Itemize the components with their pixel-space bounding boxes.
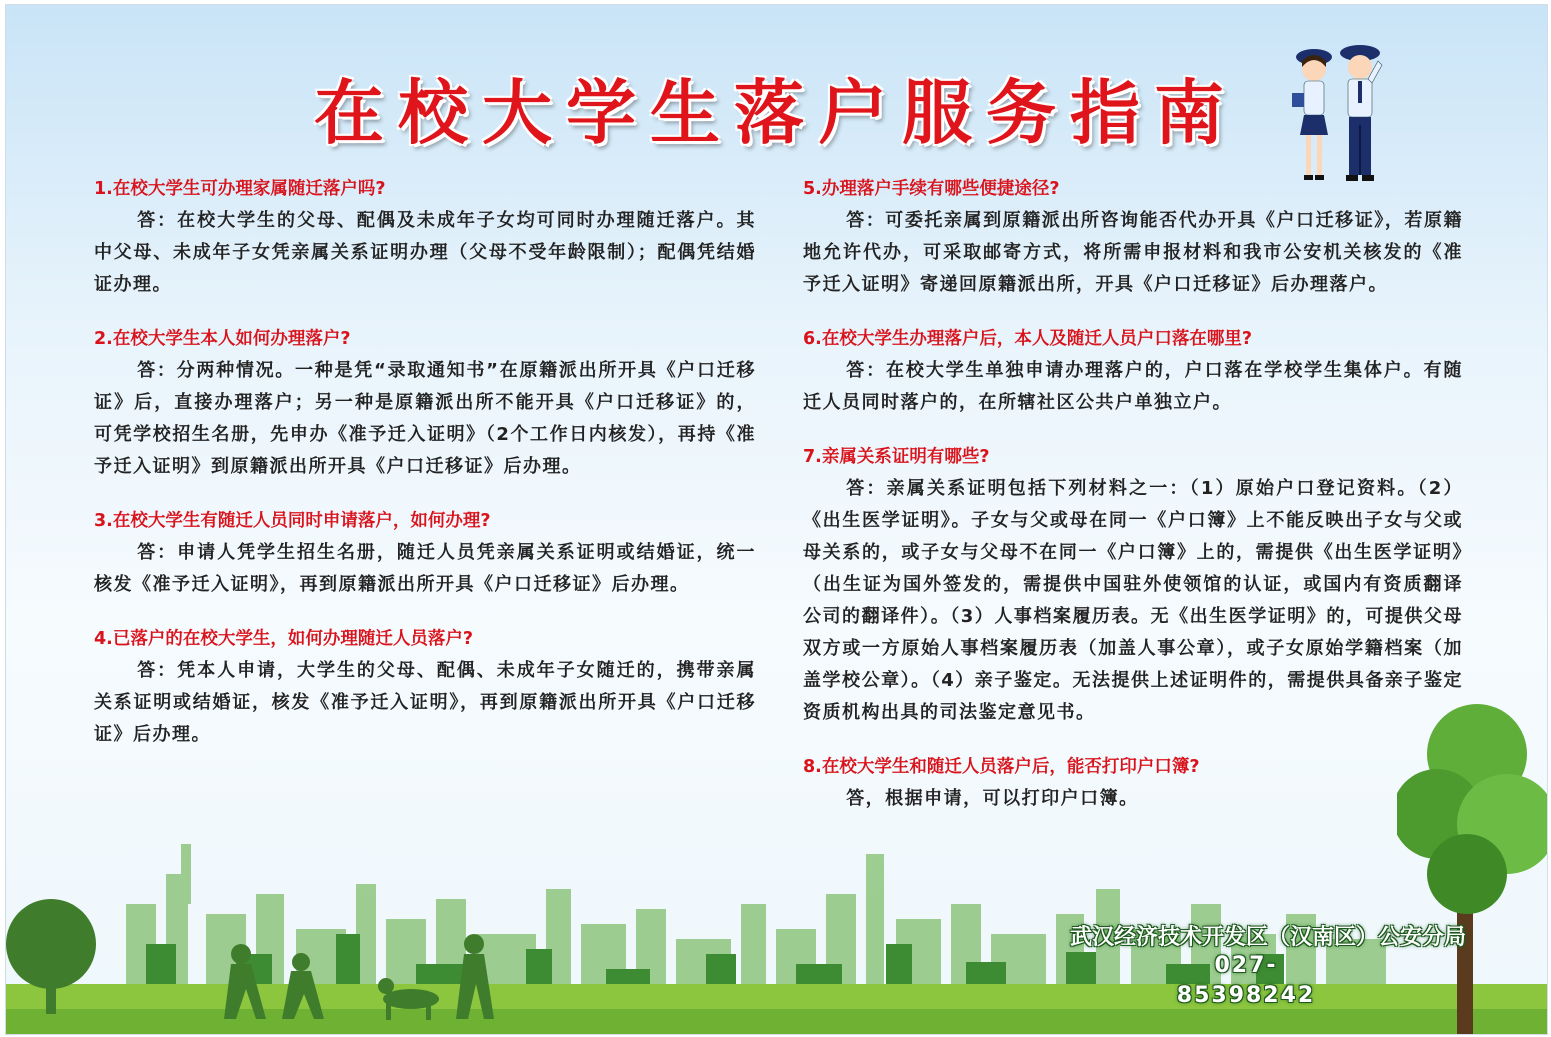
poster	[5, 4, 1548, 1035]
answer: 答：分两种情况。一种是凭“录取通知书”在原籍派出所开具《户口迁移证》后，直接办理落户；另一种是原籍派出所不能开具《户口迁移证》的，可凭学校招生名册，先申办《准予迁入证明》（2个工作日内核发），再持《准予迁入证明》到原籍派出所开具《户口迁移证》后办理。	[94, 360, 756, 477]
page-title: 在校大学生落户服务指南	[314, 72, 1238, 154]
qa-item	[803, 441, 1463, 729]
question: 6.在校大学生办理落户后，本人及随迁人员户口落在哪里?	[803, 329, 1252, 349]
qa-item	[94, 505, 756, 601]
question: 2.在校大学生本人如何办理落户?	[94, 329, 351, 349]
qa-item	[803, 323, 1463, 419]
police-mascot-icon	[1286, 35, 1386, 195]
qa-item	[803, 751, 1463, 815]
right-column	[803, 173, 1463, 837]
qa-item	[94, 623, 756, 751]
question: 4.已落户的在校大学生，如何办理随迁人员落户?	[94, 629, 473, 649]
answer: 答：可委托亲属到原籍派出所咨询能否代办开具《户口迁移证》，若原籍地允许代办，可采取邮寄方式，将所需申报材料和我市公安机关核发的《准予迁入证明》寄递回原籍派出所，开具《户口迁移证》后办理落户。	[803, 210, 1463, 295]
qa-item	[803, 173, 1463, 301]
answer: 答：凭本人申请，大学生的父母、配偶、未成年子女随迁的，携带亲属关系证明或结婚证，核发《准予迁入证明》，再到原籍派出所开具《户口迁移证》后办理。	[94, 660, 756, 745]
question: 8.在校大学生和随迁人员落户后，能否打印户口簿?	[803, 757, 1200, 777]
answer: 答：在校大学生单独申请办理落户的，户口落在学校学生集体户。有随迁人员同时落户的，在所辖社区公共户单独立户。	[803, 360, 1463, 413]
footer-phone: 027-85398242	[1176, 953, 1316, 1008]
footer-org: 武汉经济技术开发区（汉南区）公安分局	[1069, 925, 1466, 950]
answer: 答：申请人凭学生招生名册，随迁人员凭亲属关系证明或结婚证，统一核发《准予迁入证明》，再到原籍派出所开具《户口迁移证》后办理。	[94, 542, 756, 595]
question: 5.办理落户手续有哪些便捷途径?	[803, 179, 1060, 199]
question: 3.在校大学生有随迁人员同时申请落户，如何办理?	[94, 511, 491, 531]
qa-item	[94, 173, 756, 301]
question: 7.亲属关系证明有哪些?	[803, 447, 990, 467]
question: 1.在校大学生可办理家属随迁落户吗?	[94, 179, 386, 199]
answer: 答：亲属关系证明包括下列材料之一：（1）原始户口登记资料。（2）《出生医学证明》。子女与父或母在同一《户口簿》上不能反映出子女与父或母关系的，或子女与父母不在同一《户口簿》上的，需提供《出生医学证明》（出生证为国外签发的，需提供中国驻外使领馆的认证，或国内有资质翻译公司的翻译件）。（3）人事档案履历表。无《出生医学证明》的，可提供父母双方或一方原始人事档案履历表（加盖人事公章），或子女原始学籍档案（加盖学校公章）。（4）亲子鉴定。无法提供上述证明件的，需提供具备亲子鉴定资质机构出具的司法鉴定意见书。	[803, 478, 1463, 723]
answer: 答，根据申请，可以打印户口簿。	[846, 788, 1139, 809]
answer: 答：在校大学生的父母、配偶及未成年子女均可同时办理随迁落户。其中父母、未成年子女凭亲属关系证明办理（父母不受年龄限制）；配偶凭结婚证办理。	[94, 210, 756, 295]
qa-item	[94, 323, 756, 483]
left-column	[94, 173, 756, 773]
